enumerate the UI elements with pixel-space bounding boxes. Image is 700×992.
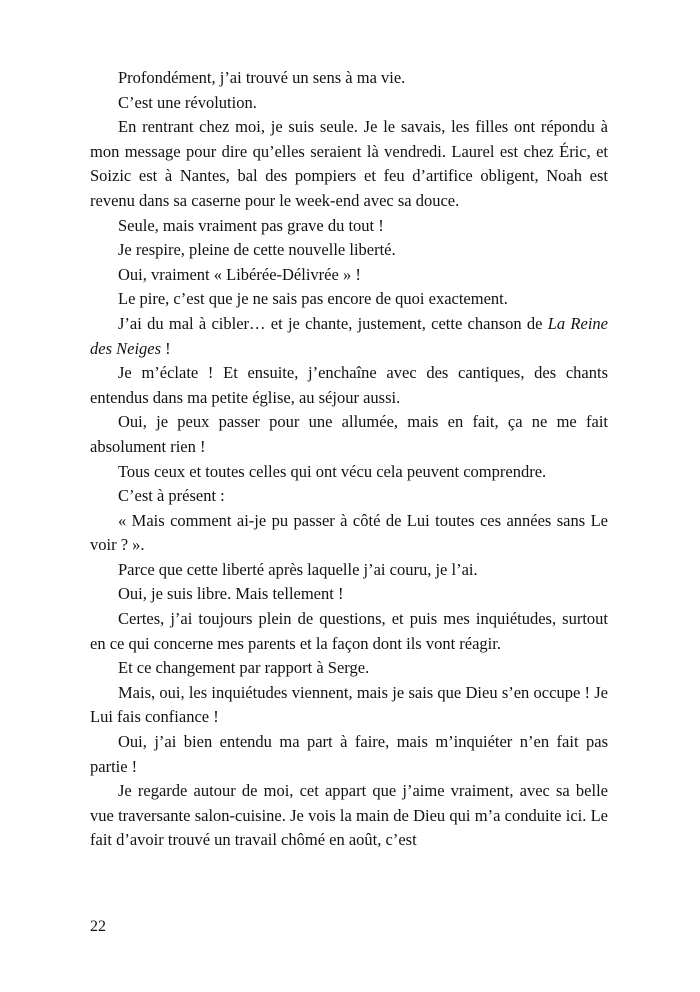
text-run: Oui, je peux passer pour une allumée, mais en fait, ça ne me fait absolument rien ! (90, 412, 608, 456)
paragraph (90, 115, 608, 213)
text-run: Profondément, j’ai trouvé un sens à ma vie. (118, 68, 406, 87)
paragraph (90, 656, 608, 681)
text-run: Oui, je suis libre. Mais tellement ! (118, 584, 344, 604)
text-run: Et ce changement par rapport à Serge. (118, 658, 370, 678)
paragraph (90, 730, 608, 779)
text-run: Le pire, c’est que je ne sais pas encore de quoi exactement. (118, 289, 508, 309)
text-run: Mais, oui, les inquiétudes viennent, mais je sais que Dieu s’en occupe ! Je Lui fais confiance ! (90, 682, 608, 727)
text-run: Oui, vraiment « Libérée-Délivrée » ! (118, 264, 361, 284)
text-run: C’est une révolution. (118, 92, 257, 112)
text-run: ! (161, 338, 171, 358)
paragraph (90, 460, 608, 485)
paragraph (90, 607, 608, 656)
paragraph (90, 410, 608, 459)
italic-text-run: La Reine des Neiges (90, 313, 608, 358)
paragraph (90, 214, 608, 239)
text-run: Seule, mais vraiment pas grave du tout ! (118, 215, 384, 235)
text-run: Je m’éclate ! Et ensuite, j’enchaîne avec des cantiques, des chants entendus dans ma petite église, au séjour aussi. (90, 363, 608, 407)
paragraph (90, 91, 608, 116)
text-run: Oui, j’ai bien entendu ma part à faire, mais m’inquiéter n’en fait pas partie ! (90, 732, 608, 776)
paragraph (90, 582, 608, 607)
paragraph (90, 287, 608, 312)
text-block (90, 66, 608, 853)
text-run: Parce que cette liberté après laquelle j’ai couru, je l’ai. (118, 559, 478, 579)
paragraph (90, 238, 608, 263)
paragraph (90, 312, 608, 361)
text-run: Tous ceux et toutes celles qui ont vécu cela peuvent comprendre. (118, 461, 547, 481)
paragraph (90, 779, 608, 853)
text-run: Certes, j’ai toujours plein de questions, et puis mes inquiétudes, surtout en ce qui concerne mes parents et la façon dont ils vont réagir. (90, 609, 608, 653)
paragraph (90, 263, 608, 288)
text-run: Je regarde autour de moi, cet appart que j’aime vraiment, avec sa belle vue traversante salon-cuisine. Je vois la main de Dieu qui m’a conduite ici. Le fait d’avoir trouvé un travail chômé en août, c’est (90, 781, 608, 850)
text-run: Je respire, pleine de cette nouvelle liberté. (118, 240, 396, 260)
text-run: « Mais comment ai-je pu passer à côté de Lui toutes ces années sans Le voir ? ». (90, 510, 608, 555)
page-number: 22 (90, 918, 106, 936)
text-run: J’ai du mal à cibler… et je chante, justement, cette chanson de (118, 313, 548, 333)
paragraph (90, 361, 608, 410)
paragraph (90, 484, 608, 509)
paragraph (90, 66, 608, 91)
text-run: En rentrant chez moi, je suis seule. Je le savais, les filles ont répondu à mon message pour dire qu’elles seraient là vendredi. Laurel est chez Éric, et Soizic est à Nantes, bal des pompiers et feu d’artifice obligent, Noah est revenu dans sa caserne pour le week-end avec sa douce. (90, 117, 608, 210)
paragraph (90, 509, 608, 558)
paragraph (90, 681, 608, 730)
text-run: C’est à présent : (118, 486, 225, 506)
paragraph (90, 558, 608, 583)
